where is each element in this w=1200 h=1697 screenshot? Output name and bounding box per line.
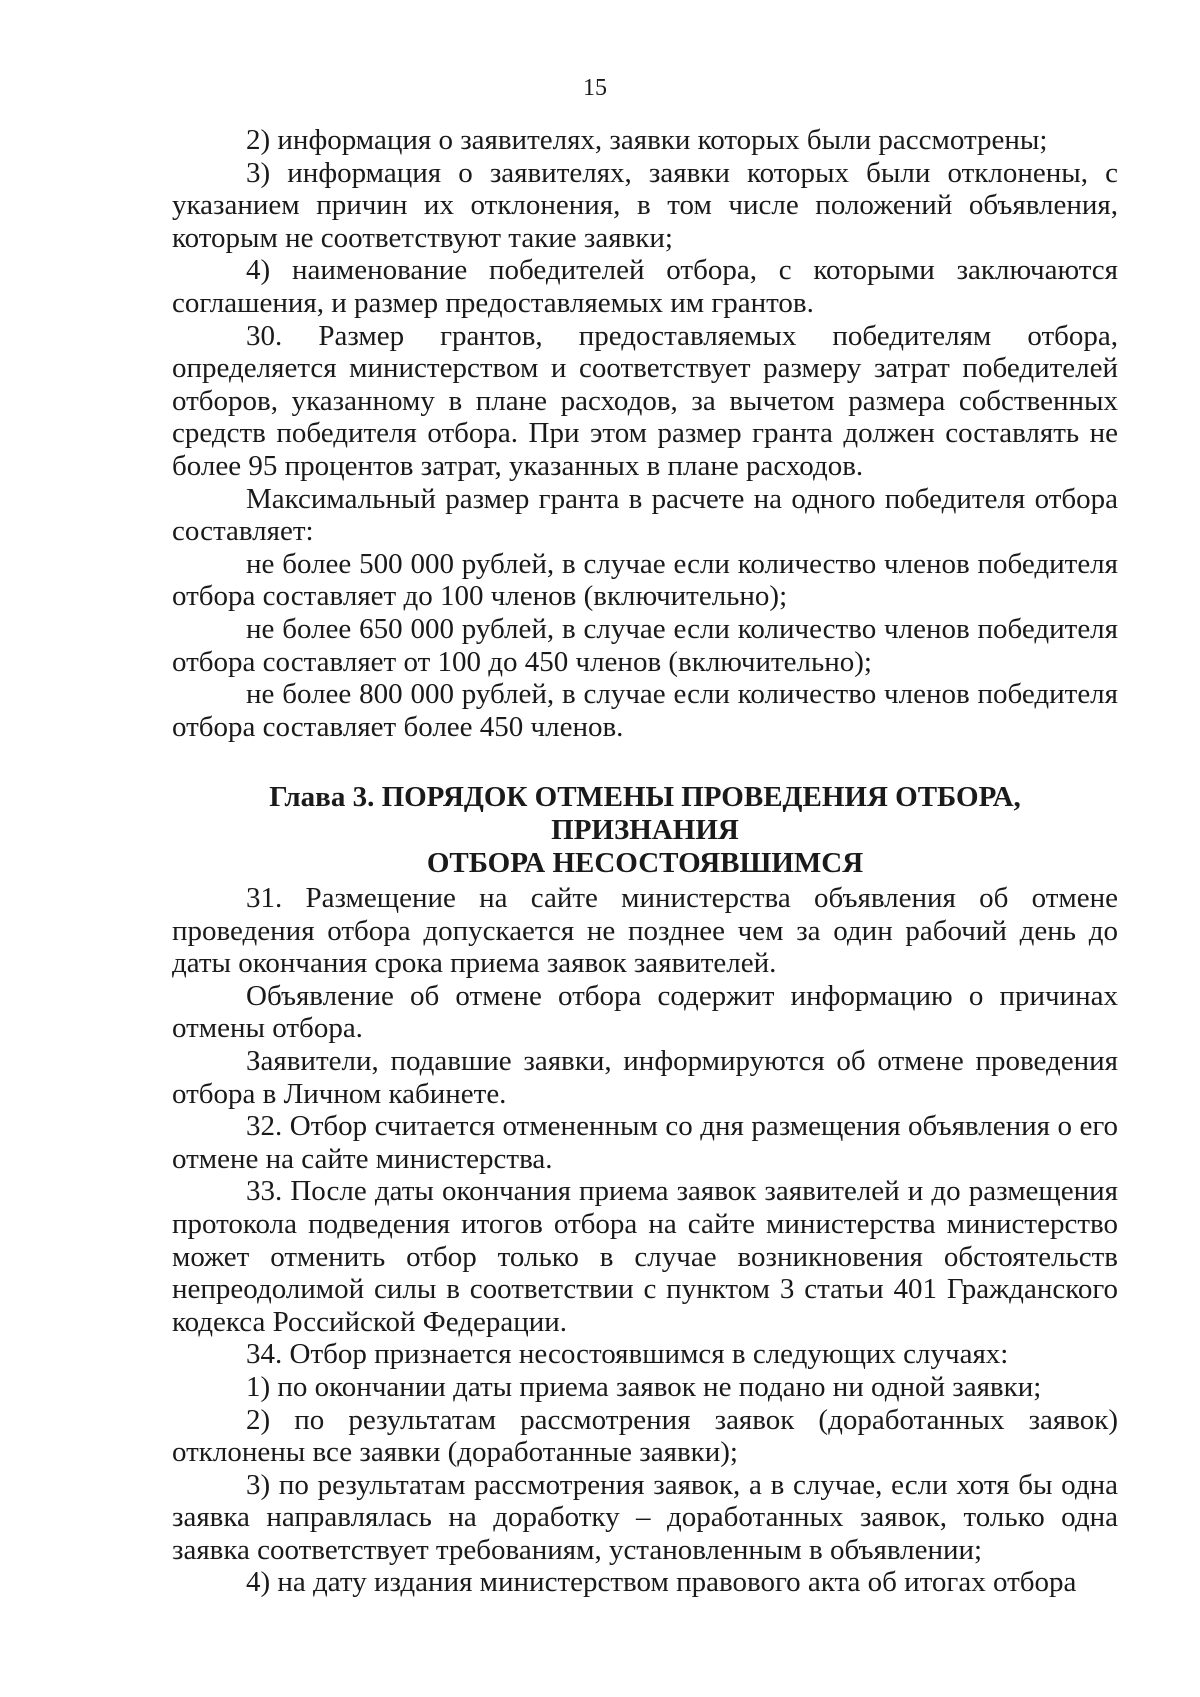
paragraph-applicants-informed: Заявители, подавшие заявки, информируются об отмене проведения отбора в Личном кабинете. [172,1044,1118,1110]
chapter-heading-line-2: ОТБОРА НЕСОСТОЯВШИМСЯ [426,847,864,879]
paragraph-34-item-3: 3) по результатам рассмотрения заявок, а в случае, если хотя бы одна заявка направлялась на доработку – доработанных заявок, только одна заявка соответствует требованиям, установленным в объявлении; [172,1468,1118,1566]
paragraph-limit-650k: не более 650 000 рублей, в случае если количество членов победителя отбора составляет от 100 до 450 членов (включительно); [172,612,1118,678]
paragraph-limit-800k: не более 800 000 рублей, в случае если количество членов победителя отбора составляет более 450 членов. [172,678,1118,743]
paragraph-34-item-1: 1) по окончании даты приема заявок не подано ни одной заявки; [246,1370,1042,1403]
chapter-heading [172,781,1118,880]
paragraph-34: 34. Отбор признается несостоявшимся в следующих случаях: [246,1338,1009,1371]
paragraph-34-item-2: 2) по результатам рассмотрения заявок (доработанных заявок) отклонены все заявки (доработанные заявки); [172,1403,1118,1469]
paragraph-cancel-notice: Объявление об отмене отбора содержит информацию о причинах отмены отбора. [172,979,1118,1045]
paragraph-item-2: 2) информация о заявителях, заявки которых были рассмотрены; [246,124,1048,156]
paragraph-limit-500k: не более 500 000 рублей, в случае если количество членов победителя отбора составляет до 100 членов (включительно); [172,547,1118,613]
section-grant-size [172,124,1118,743]
paragraph-31: 31. Размещение на сайте министерства объявления об отмене проведения отбора допускается не позднее чем за один рабочий день до даты окончания срока приема заявок заявителей. [172,882,1118,980]
page-number: 15 [583,75,607,101]
paragraph-max-grant: Максимальный размер гранта в расчете на одного победителя отбора составляет: [172,482,1118,548]
chapter-heading-line-1: Глава 3. ПОРЯДОК ОТМЕНЫ ПРОВЕДЕНИЯ ОТБОРА, ПРИЗНАНИЯ [269,781,1021,846]
section-cancellation [172,882,1118,1599]
paragraph-30: 30. Размер грантов, предоставляемых победителям отбора, определяется министерством и соответствует размеру затрат победителей отборов, указанному в плане расходов, за вычетом размера собственных средств победителя отбора. При этом размер гранта должен составлять не более 95 процентов затрат, указанных в плане расходов. [172,319,1118,482]
paragraph-item-3: 3) информация о заявителях, заявки которых были отклонены, с указанием причин их отклонения, в том числе положений объявления, которым не соответствуют такие заявки; [172,156,1118,254]
paragraph-33: 33. После даты окончания приема заявок заявителей и до размещения протокола подведения итогов отбора на сайте министерства министерство может отменить отбор только в случае возникновения обстоятельств непреодолимой силы в соответствии с пунктом 3 статьи 401 Гражданского кодекса Российской Федерации. [172,1175,1118,1338]
paragraph-34-item-4: 4) на дату издания министерством правового акта об итогах отбора [246,1566,1077,1599]
paragraph-32: 32. Отбор считается отмененным со дня размещения объявления о его отмене на сайте министерства. [172,1110,1118,1175]
paragraph-item-4: 4) наименование победителей отбора, с которыми заключаются соглашения, и размер предоставляемых им грантов. [172,254,1118,319]
